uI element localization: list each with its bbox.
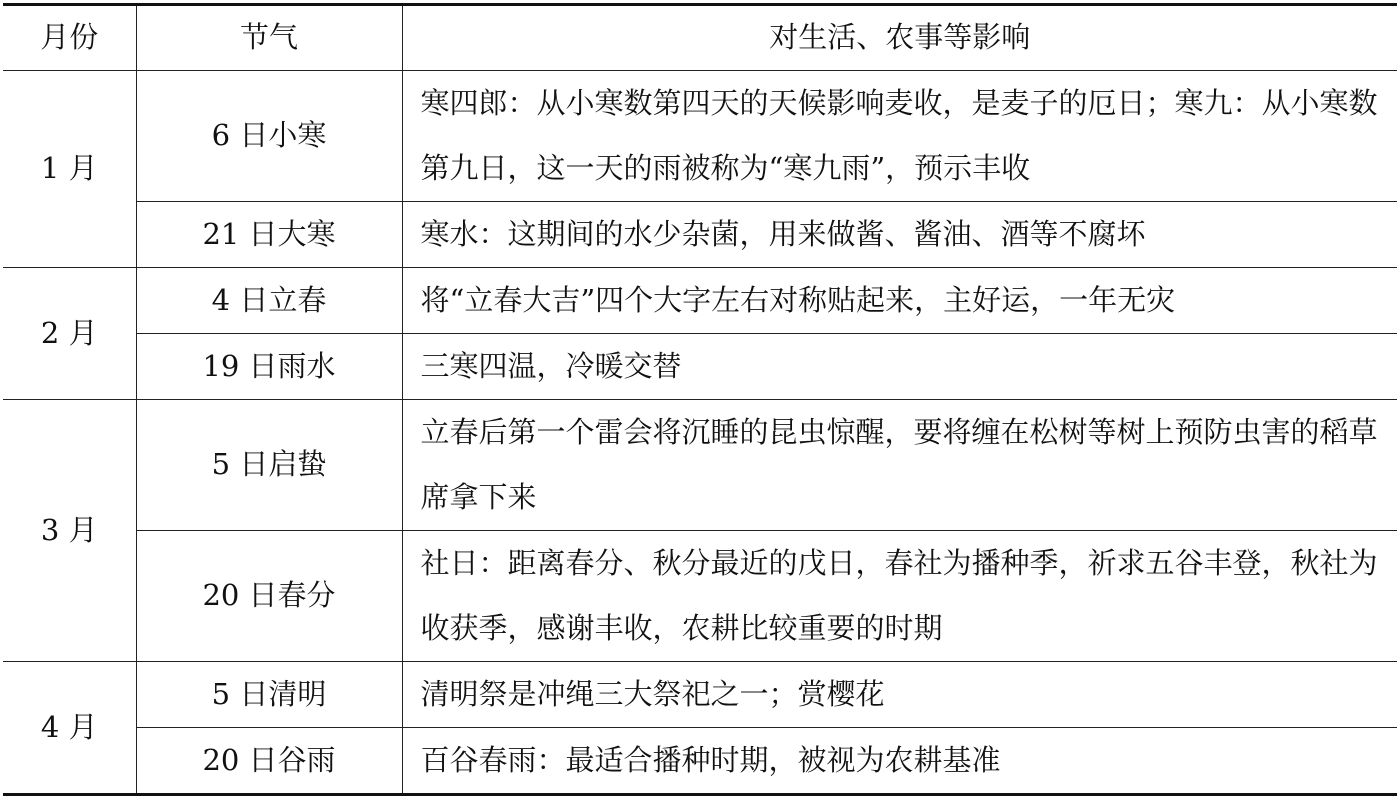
- effect-cell: 社日：距离春分、秋分最近的戊日，春社为播种季，祈求五谷丰登，秋社为收获季，感谢丰收，农耕比较重要的时期: [402, 531, 1397, 662]
- table-body: [3, 71, 1397, 795]
- table-row: [3, 334, 1397, 400]
- header-row: [3, 5, 1397, 71]
- month-cell: 4 月: [3, 662, 136, 795]
- month-cell: 1 月: [3, 71, 136, 268]
- effect-cell: 三寒四温，冷暖交替: [402, 334, 1397, 400]
- table-row: [3, 728, 1397, 795]
- term-cell: 4 日立春: [136, 268, 402, 334]
- month-cell: 3 月: [3, 400, 136, 662]
- term-cell: 20 日谷雨: [136, 728, 402, 795]
- term-cell: 20 日春分: [136, 531, 402, 662]
- effect-cell: 立春后第一个雷会将沉睡的昆虫惊醒，要将缠在松树等树上预防虫害的稻草席拿下来: [402, 400, 1397, 531]
- effect-cell: 将“立春大吉”四个大字左右对称贴起来，主好运，一年无灾: [402, 268, 1397, 334]
- table-row: [3, 71, 1397, 202]
- effect-cell: 寒水：这期间的水少杂菌，用来做酱、酱油、酒等不腐坏: [402, 202, 1397, 268]
- table-header: [3, 5, 1397, 71]
- table-row: [3, 268, 1397, 334]
- solar-terms-table: [3, 3, 1397, 796]
- month-cell: 2 月: [3, 268, 136, 400]
- effect-cell: 寒四郎：从小寒数第四天的天候影响麦收，是麦子的厄日；寒九：从小寒数第九日，这一天的雨被称为“寒九雨”，预示丰收: [402, 71, 1397, 202]
- header-effect: 对生活、农事等影响: [402, 5, 1397, 71]
- term-cell: 5 日启蛰: [136, 400, 402, 531]
- header-term: 节气: [136, 5, 402, 71]
- term-cell: 5 日清明: [136, 662, 402, 728]
- effect-cell: 百谷春雨：最适合播种时期，被视为农耕基准: [402, 728, 1397, 795]
- term-cell: 19 日雨水: [136, 334, 402, 400]
- table-row: [3, 202, 1397, 268]
- table-row: [3, 400, 1397, 531]
- header-month: 月份: [3, 5, 136, 71]
- term-cell: 21 日大寒: [136, 202, 402, 268]
- effect-cell: 清明祭是冲绳三大祭祀之一；赏樱花: [402, 662, 1397, 728]
- table-row: [3, 662, 1397, 728]
- term-cell: 6 日小寒: [136, 71, 402, 202]
- table-row: [3, 531, 1397, 662]
